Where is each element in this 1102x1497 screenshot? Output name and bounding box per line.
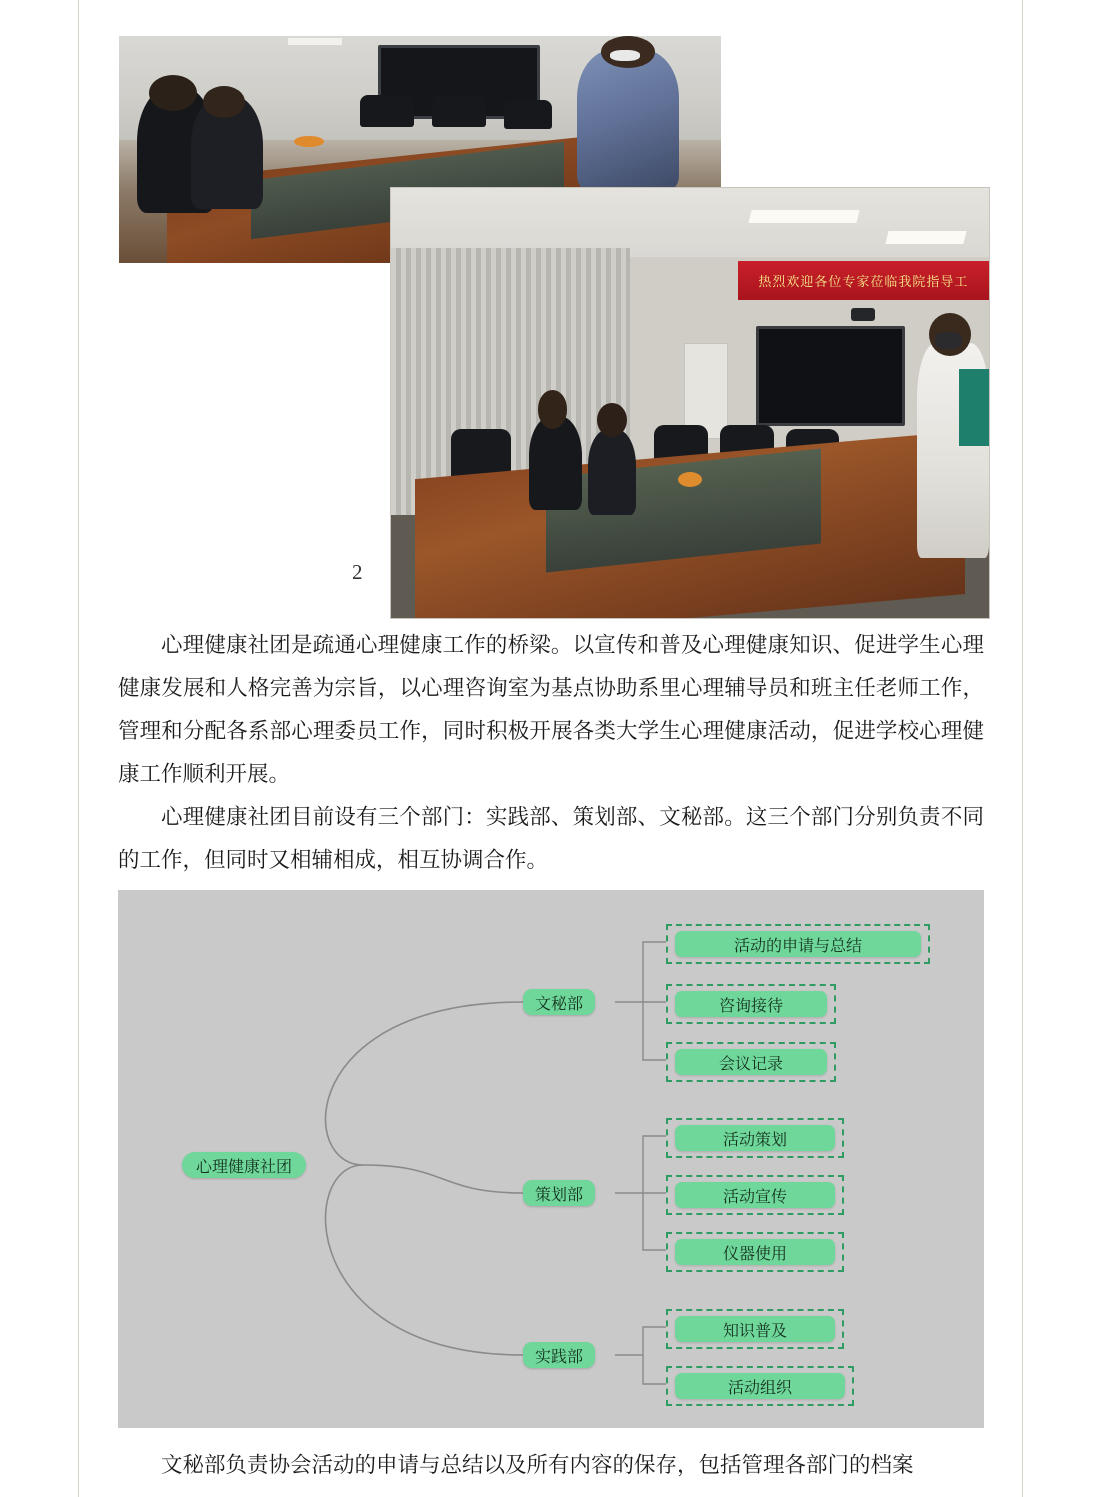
mindmap-leaf-shijian-1[interactable]: 知识普及 xyxy=(675,1316,835,1342)
paragraph-3: 文秘部负责协会活动的申请与总结以及所有内容的保存，包括管理各部门的档案 xyxy=(161,1453,914,1477)
face-mask xyxy=(610,50,640,61)
mindmap-branch-shijian[interactable]: 实践部 xyxy=(523,1342,595,1368)
mindmap-leaf-box xyxy=(666,1309,844,1349)
person-head xyxy=(538,390,568,429)
fruit-bowl xyxy=(294,136,324,147)
mindmap-leaf-wenmi-3[interactable]: 会议记录 xyxy=(675,1049,827,1075)
ceiling-light xyxy=(748,210,859,223)
person-head xyxy=(149,75,197,111)
welcome-banner: 热烈欢迎各位专家莅临我院指导工 xyxy=(738,261,989,300)
mindmap-leaf-cehua-3[interactable]: 仪器使用 xyxy=(675,1239,835,1265)
seated-person xyxy=(588,429,636,515)
chair xyxy=(360,95,414,127)
chair xyxy=(504,100,552,130)
organization-mindmap xyxy=(118,890,984,1428)
mindmap-leaf-box xyxy=(666,1175,844,1215)
mindmap-leaf-wenmi-1[interactable]: 活动的申请与总结 xyxy=(675,931,921,957)
ceiling-light xyxy=(288,38,342,45)
mindmap-leaf-wenmi-2[interactable]: 咨询接待 xyxy=(675,991,827,1017)
ceiling-light xyxy=(886,231,967,244)
seated-person xyxy=(529,416,583,511)
page-rule-right xyxy=(1022,0,1023,1497)
mindmap-leaf-shijian-2[interactable]: 活动组织 xyxy=(675,1373,845,1399)
paragraph-1: 心理健康社团是疏通心理健康工作的桥梁。以宣传和普及心理健康知识、促进学生心理健康发展和人格完善为宗旨，以心理咨询室为基点协助系里心理辅导员和班主任老师工作，管理和分配各系部心理委员工作，同时积极开展各类大学生心理健康活动，促进学校心理健康工作顺利开展。 xyxy=(118,633,984,786)
fruit-bowl xyxy=(678,472,702,487)
person-sleeve xyxy=(959,369,989,446)
mindmap-leaf-box xyxy=(666,1042,836,1082)
mindmap-leaf-box xyxy=(666,984,836,1024)
mindmap-leaf-box xyxy=(666,924,930,964)
mindmap-leaf-box xyxy=(666,1118,844,1158)
mindmap-leaf-cehua-1[interactable]: 活动策划 xyxy=(675,1125,835,1151)
standing-person xyxy=(577,50,679,191)
meeting-room-photo-bottom xyxy=(390,187,990,619)
paragraph-2: 心理健康社团目前设有三个部门：实践部、策划部、文秘部。这三个部门分别负责不同的工作，但同时又相辅相成，相互协调合作。 xyxy=(118,805,984,872)
page-number: 2 xyxy=(352,560,363,584)
person-head xyxy=(203,86,245,118)
mindmap-branch-cehua[interactable]: 策划部 xyxy=(523,1180,595,1206)
face-mask xyxy=(935,332,962,349)
mindmap-root-node[interactable]: 心理健康社团 xyxy=(182,1152,306,1178)
mindmap-leaf-box xyxy=(666,1366,854,1406)
camera xyxy=(851,308,875,321)
mindmap-leaf-box xyxy=(666,1232,844,1272)
mindmap-branch-wenmi[interactable]: 文秘部 xyxy=(523,989,595,1015)
mindmap-leaf-cehua-2[interactable]: 活动宣传 xyxy=(675,1182,835,1208)
display-screen xyxy=(756,326,906,427)
chair xyxy=(432,95,486,127)
page-rule-left xyxy=(78,0,79,1497)
